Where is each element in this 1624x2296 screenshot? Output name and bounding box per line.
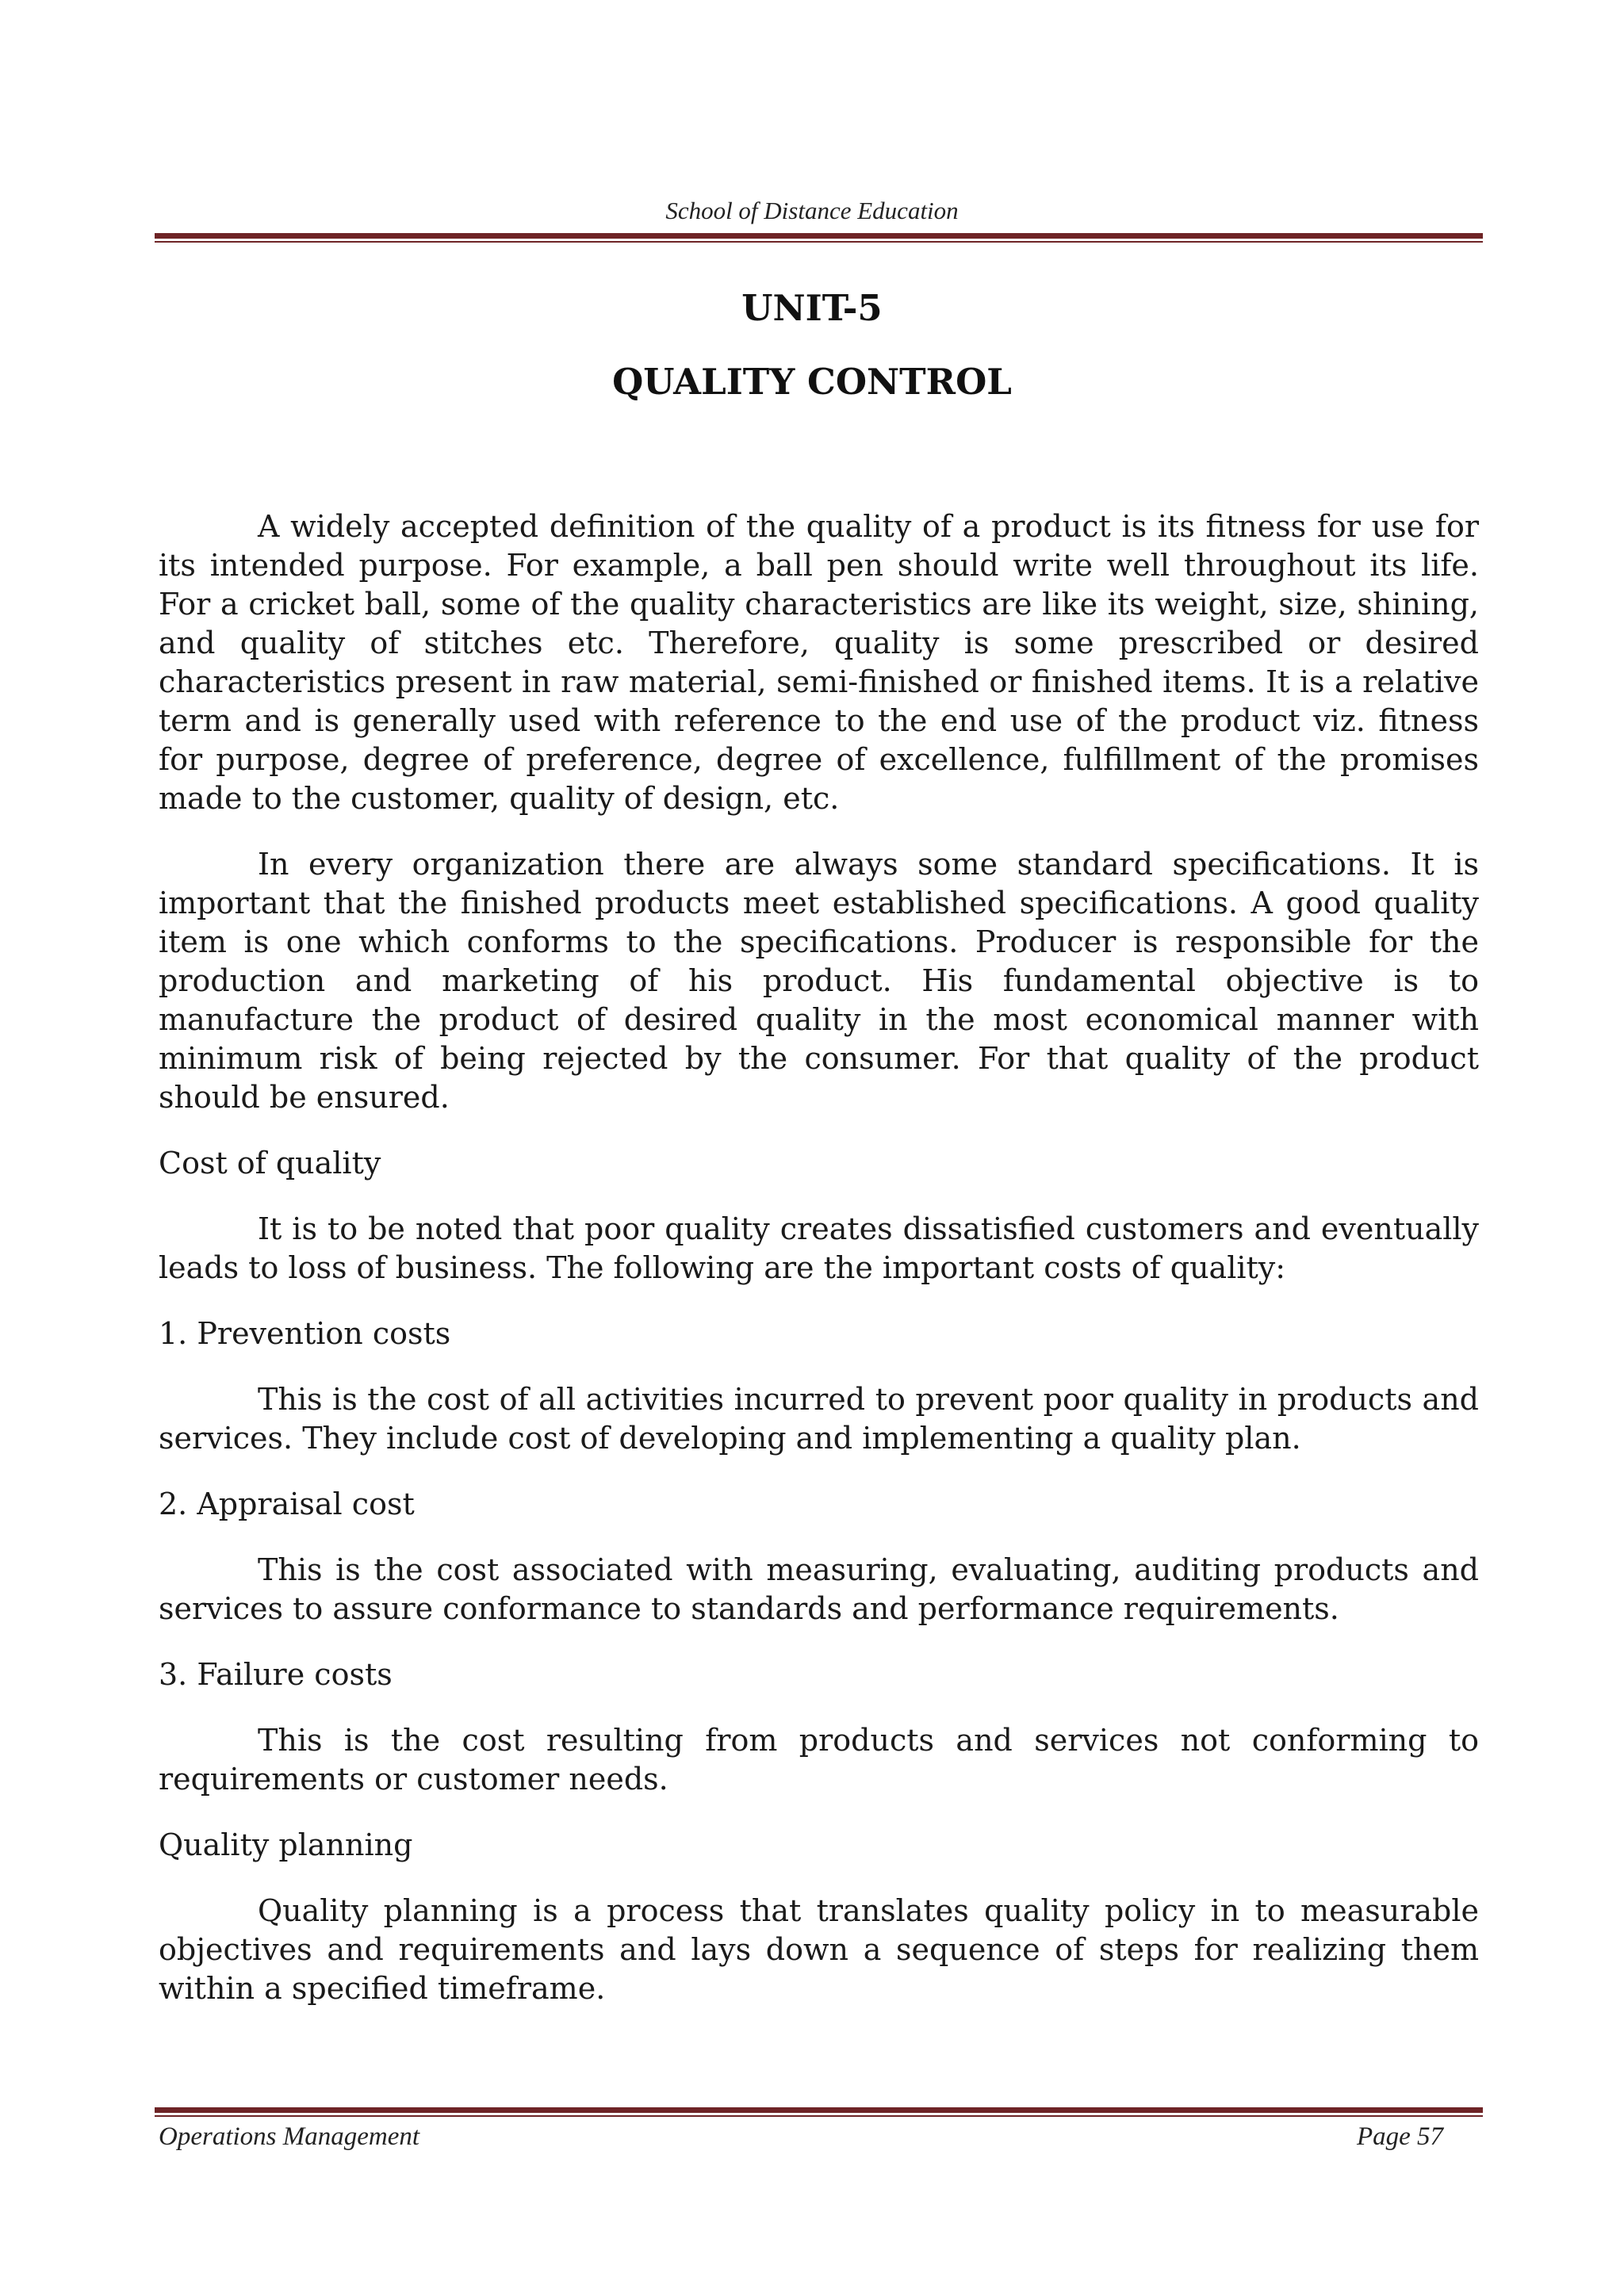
paragraph-definition: A widely accepted definition of the quality of a product is its fitness for use for its intended purpose. For example, a ball pen should write well throughout its life. For a cricket ball, some of the quality characteristics are like its weight, size, shining, and quality of stitches etc. Therefore, quality is some prescribed or desired characteristics present in raw material, semi-finished or finished items. It is a relative term and is generally used with reference to the end use of the product viz. fitness for purpose, degree of preference, degree of excellence, fulfillment of the promises made to the customer, quality of design, etc. [159,509,1479,816]
body-text [159,507,1479,2035]
paragraph-prevention: This is the cost of all activities incurred to prevent poor quality in products and services. They include cost of developing and implementing a quality plan. [159,1382,1479,1456]
unit-number: UNIT-5 [741,287,883,329]
paragraph-appraisal: This is the cost associated with measuring, evaluating, auditing products and services to assure conformance to standards and performance requirements. [159,1552,1479,1626]
header-rule [155,233,1483,243]
running-header: School of Distance Education [665,197,959,224]
subheading-failure-costs: 3. Failure costs [159,1657,393,1692]
paragraph-cost-intro: It is to be noted that poor quality creates dissatisfied customers and eventually leads to loss of business. The following are the important costs of quality: [159,1211,1479,1285]
footer-rule [155,2107,1483,2117]
page-title: QUALITY CONTROL [612,361,1012,403]
subheading-appraisal-cost: 2. Appraisal cost [159,1487,415,1521]
paragraph-quality-planning: Quality planning is a process that translates quality policy in to measurable objectives and requirements and lays down a sequence of steps for realizing them within a specified timeframe. [159,1893,1479,2006]
page-number: Page 57 [1356,2122,1443,2151]
footer-course-title: Operations Management [159,2122,420,2151]
subheading-prevention-costs: 1. Prevention costs [159,1316,451,1351]
section-heading-cost-of-quality: Cost of quality [159,1146,381,1181]
paragraph-failure: This is the cost resulting from products and services not conforming to requirements or customer needs. [159,1723,1479,1797]
section-heading-quality-planning: Quality planning [159,1827,413,1862]
paragraph-specifications: In every organization there are always some standard specifications. It is important that the finished products meet established specifications. A good quality item is one which conforms to the specifications. Producer is responsible for the production and marketing of his product. His fundamental objective is to manufacture the product of desired quality in the most economical manner with minimum risk of being rejected by the consumer. For that quality of the product should be ensured. [159,847,1479,1115]
